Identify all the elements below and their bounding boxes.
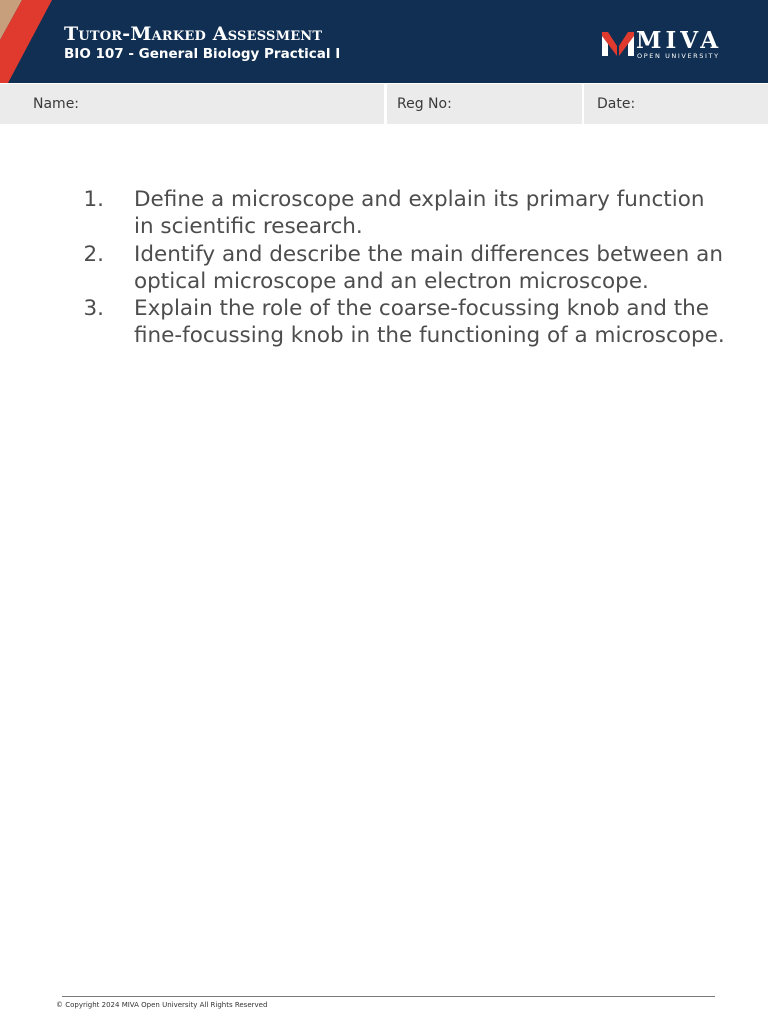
name-field[interactable] bbox=[0, 84, 384, 124]
logo-subtitle: OPEN UNIVERSITY bbox=[637, 52, 720, 60]
question-list bbox=[60, 186, 730, 350]
question-number: 3. bbox=[83, 296, 104, 322]
logo-wordmark: MIVA bbox=[636, 27, 723, 54]
copyright-notice: © Copyright 2024 MIVA Open University All Rights Reserved bbox=[56, 1001, 268, 1009]
question-text: Define a microscope and explain its primary function in scientific research. bbox=[134, 187, 705, 240]
footer-divider bbox=[62, 996, 715, 997]
reg-no-label: Reg No: bbox=[397, 96, 452, 112]
question-number: 2. bbox=[83, 241, 104, 267]
date-label: Date: bbox=[597, 96, 636, 112]
question-number: 1. bbox=[83, 187, 104, 212]
question-item bbox=[60, 295, 730, 350]
question-text: Explain the role of the coarse-focussing knob and the fine-focussing knob in the functioning of a microscope. bbox=[134, 296, 725, 349]
question-item bbox=[60, 241, 730, 296]
reg-no-field[interactable] bbox=[387, 84, 582, 124]
page-header bbox=[0, 0, 768, 83]
question-item bbox=[60, 186, 730, 241]
miva-logo-icon bbox=[600, 30, 636, 58]
name-label: Name: bbox=[33, 96, 80, 112]
miva-logo bbox=[600, 28, 740, 64]
header-stripe-decoration bbox=[0, 0, 60, 83]
student-info-bar bbox=[0, 84, 768, 124]
course-subtitle: BIO 107 - General Biology Practical I bbox=[64, 46, 341, 62]
question-text: Identify and describe the main differences between an optical microscope and an electron microscope. bbox=[134, 241, 723, 294]
document-title: Tutor-Marked Assessment bbox=[64, 23, 323, 45]
date-field[interactable] bbox=[584, 84, 768, 124]
